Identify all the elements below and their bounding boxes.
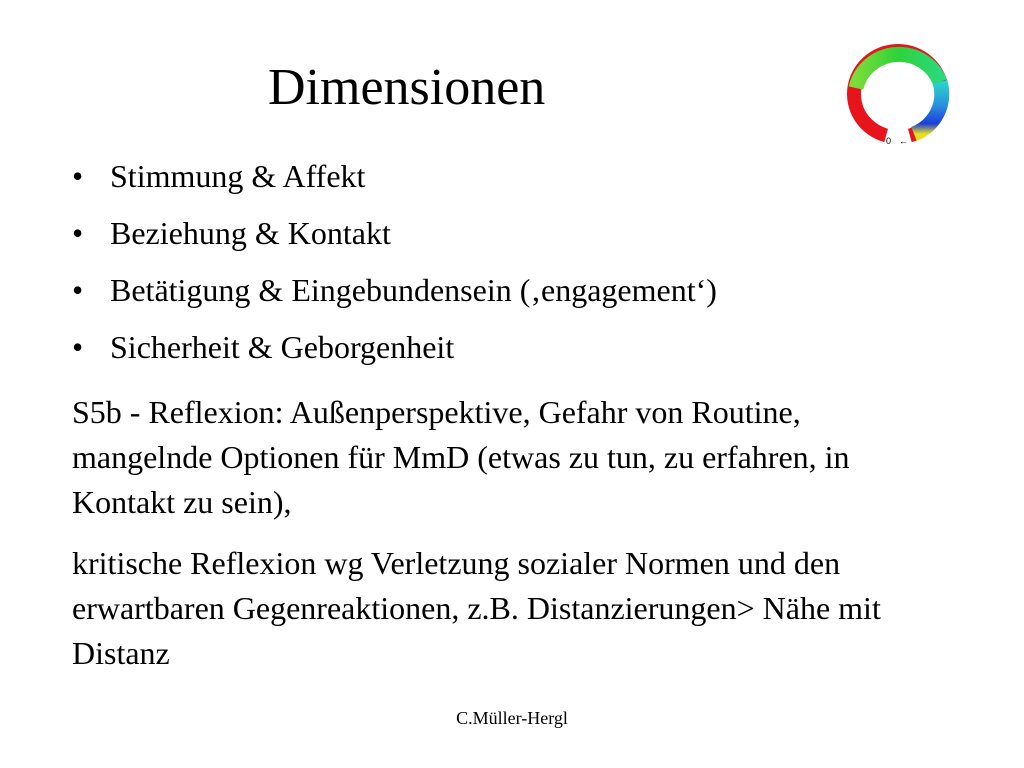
color-ring-icon	[842, 38, 954, 150]
bullet-dot: •	[72, 329, 84, 365]
slide-title: Dimensionen	[268, 59, 546, 116]
bullet-item	[72, 213, 952, 270]
ring-arrow-label: ←	[899, 136, 908, 146]
ring-zero-label: 0	[886, 136, 892, 146]
bullet-text: Beziehung & Kontakt	[110, 215, 391, 251]
footer-author: C.Müller-Hergl	[456, 708, 568, 728]
bullet-text: Sicherheit & Geborgenheit	[110, 329, 455, 365]
reflection-paragraph: S5b - Reflexion: Außenperspektive, Gefahr von Routine, mangelnde Optionen für MmD (etwas zu tun, zu erfahren, in Kontakt zu sein),	[72, 394, 850, 520]
bullet-text: Betätigung & Eingebundensein (‚engagement‘)	[110, 272, 717, 308]
critical-reflection-paragraph: kritische Reflexion wg Verletzung sozialer Normen und den erwartbaren Gegenreaktionen, z.B. Distanzierungen> Nähe mit Distanz	[72, 545, 881, 671]
bullet-list	[72, 156, 952, 384]
bullet-dot: •	[72, 272, 84, 308]
bullet-dot: •	[72, 215, 84, 251]
bullet-dot: •	[72, 158, 84, 194]
bullet-item	[72, 270, 952, 327]
bullet-item	[72, 327, 952, 384]
bullet-item	[72, 156, 952, 213]
bullet-text: Stimmung & Affekt	[110, 158, 366, 194]
